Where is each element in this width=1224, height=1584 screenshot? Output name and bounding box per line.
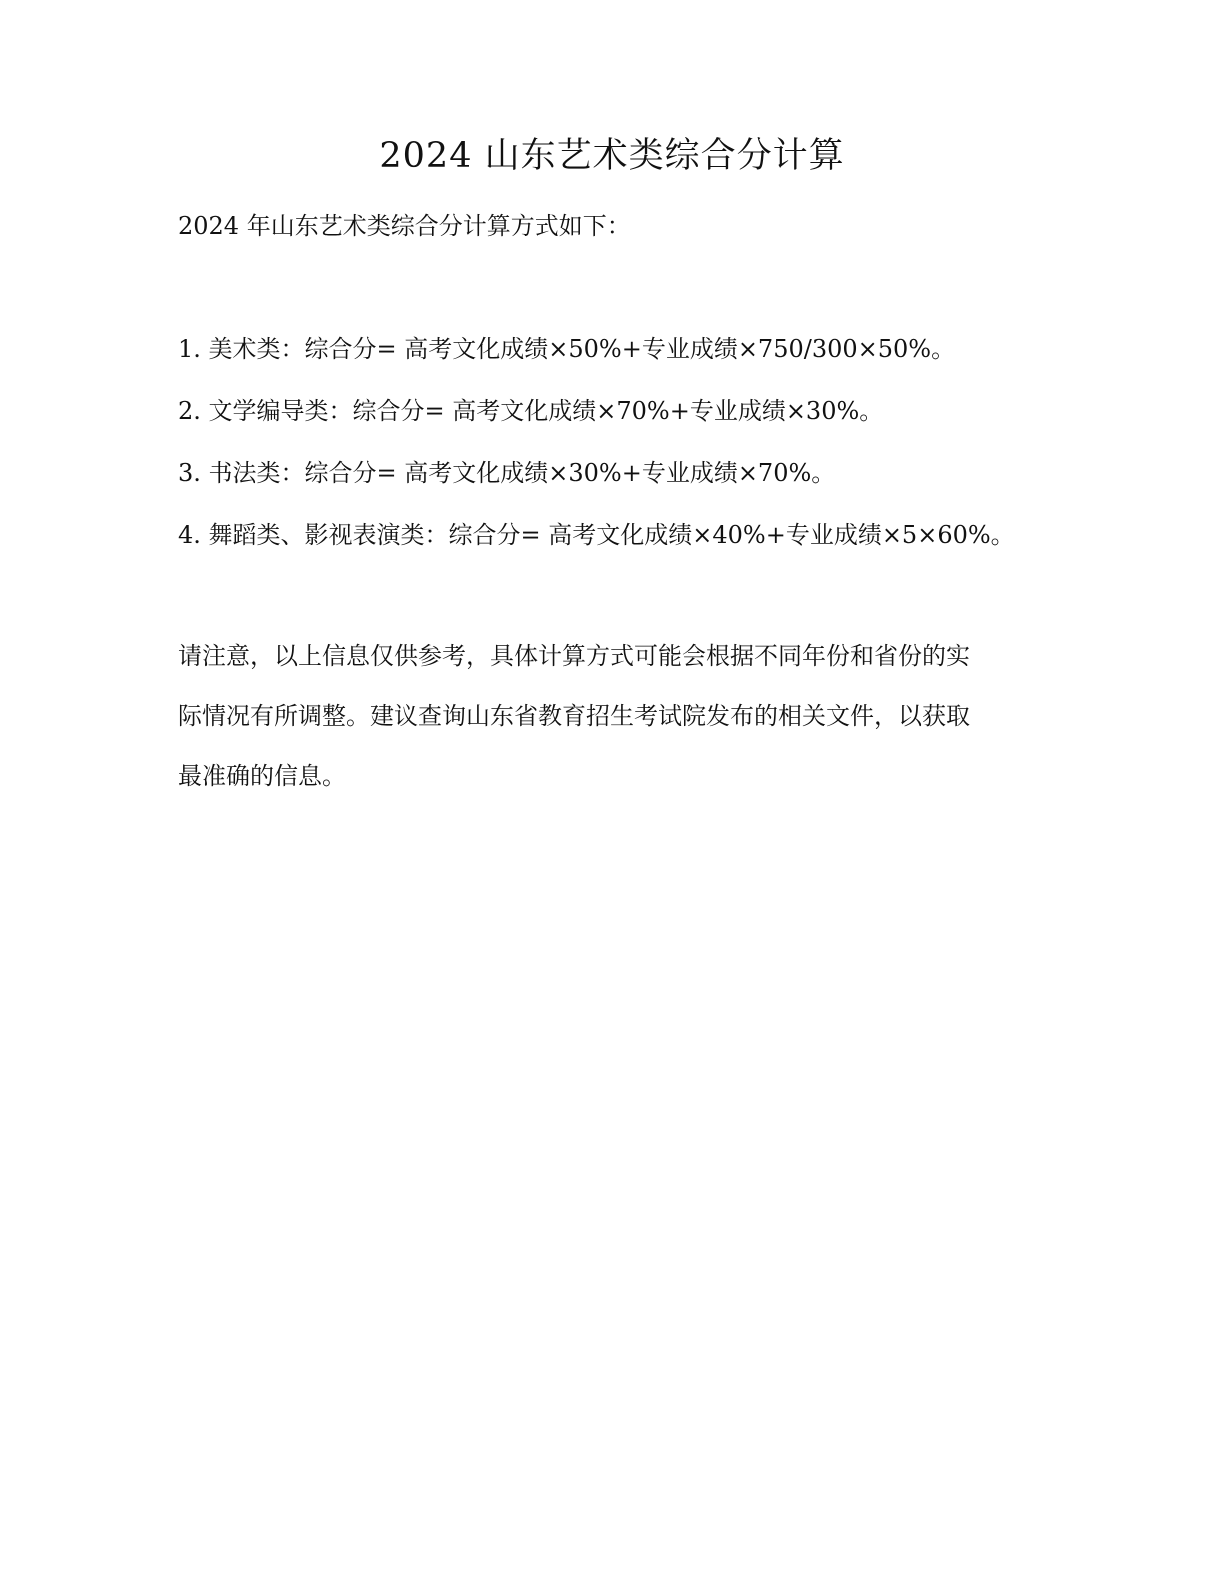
formula-list <box>178 333 1015 581</box>
note-line: 际情况有所调整。建议查询山东省教育招生考试院发布的相关文件，以获取 <box>178 702 970 730</box>
formula-item-calligraphy: 3. 书法类：综合分= 高考文化成绩×30%+专业成绩×70%。 <box>178 459 836 487</box>
note-line: 最准确的信息。 <box>178 762 346 790</box>
formula-item-art: 1. 美术类：综合分= 高考文化成绩×50%+专业成绩×750/300×50%。 <box>178 335 956 363</box>
formula-item-dance-performance: 4. 舞蹈类、影视表演类：综合分= 高考文化成绩×40%+专业成绩×5×60%。 <box>178 521 1015 549</box>
note-line: 请注意，以上信息仅供参考，具体计算方式可能会根据不同年份和省份的实 <box>178 642 970 670</box>
note-paragraph <box>178 640 1048 820</box>
intro-paragraph: 2024 年山东艺术类综合分计算方式如下： <box>178 212 631 240</box>
document-title: 2024 山东艺术类综合分计算 <box>379 136 845 176</box>
formula-item-literature-directing: 2. 文学编导类：综合分= 高考文化成绩×70%+专业成绩×30%。 <box>178 397 884 425</box>
